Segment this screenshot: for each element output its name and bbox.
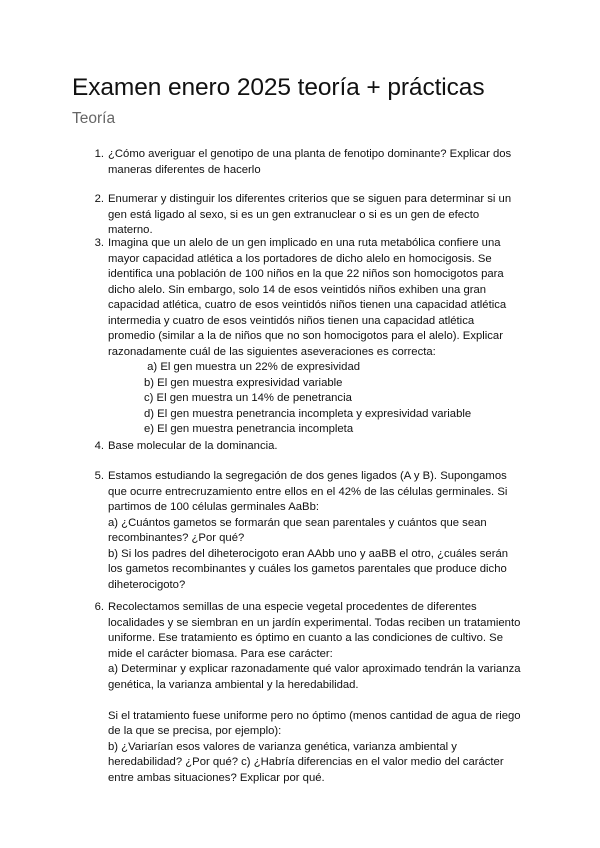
section-subtitle: Teoría: [72, 110, 116, 127]
question-2: [94, 192, 523, 239]
part-b: b) Si los padres del diheterocigoto eran AAbb uno y aaBB el otro, ¿cuáles serán los gametos recombinantes y cuáles los gametos parentales que produce dicho diheterocigoto?: [108, 547, 509, 591]
question-6: [94, 600, 523, 786]
option-b: b) El gen muestra expresividad variable: [144, 376, 343, 389]
question-number: 5.: [94, 470, 104, 482]
question-number: 4.: [94, 440, 104, 452]
question-number: 1.: [94, 148, 104, 160]
question-text: ¿Cómo averiguar el genotipo de una planta de fenotipo dominante? Explicar dos maneras diferentes de hacerlo: [108, 148, 512, 176]
answer-options: [144, 360, 523, 438]
question-4: [94, 439, 523, 455]
question-text: Imagina que un alelo de un gen implicado en una ruta metabólica confiere una mayor capacidad atlética a los portadores de dicho alelo en homocigosis. Se identifica una población de 100 niños en la que 22 niños son homocigotos para dicho alelo. Sin embargo, solo 14 de esos veintidós niños exhiben una gran capacidad atlética, cuatro de esos veintidós niños tienen una capacidad atlética intermedia y cuatro de esos veintidós niños tienen una capacidad atlética promedio (similar a la de niños que no son homocigotos para el alelo). Explicar razonadamente cuál de las siguientes aseveraciones es correcta:: [108, 237, 507, 358]
question-number: 6.: [94, 601, 104, 613]
question-number: 3.: [94, 237, 104, 249]
part-a: a) ¿Cuántos gametos se formarán que sean parentales y cuántos que sean recombinantes? ¿Por qué?: [108, 516, 487, 544]
question-text: Recolectamos semillas de una especie vegetal procedentes de diferentes localidades y se siembran en un jardín experimental. Todas reciben un tratamiento uniforme. Ese tratamiento es óptimo en cuanto a las condiciones de cultivo. Se mide el carácter biomasa. Para ese carácter:: [108, 601, 521, 660]
question-1: [94, 147, 523, 178]
question-number: 2.: [94, 193, 104, 205]
part-a: a) Determinar y explicar razonadamente qué valor aproximado tendrán la varianza genética, la varianza ambiental y la heredabilidad.: [108, 663, 521, 691]
spacer: [108, 693, 523, 709]
option-d: d) El gen muestra penetrancia incompleta y expresividad variable: [144, 407, 472, 420]
part-b-c: b) ¿Variarían esos valores de varianza genética, varianza ambiental y heredabilidad? ¿Por qué? c) ¿Habría diferencias en el valor medio del carácter entre ambas situaciones? Explicar por qué.: [108, 740, 504, 784]
option-c: c) El gen muestra un 14% de penetrancia: [144, 392, 352, 404]
question-text: Estamos estudiando la segregación de dos genes ligados (A y B). Supongamos que ocurre entrecruzamiento entre ellos en el 42% de las células germinales. Si partimos de 100 células germinales AaBb:: [108, 470, 508, 513]
option-e: e) El gen muestra penetrancia incompleta: [144, 423, 354, 435]
condition-text: Si el tratamiento fuese uniforme pero no óptimo (menos cantidad de agua de riego de la que se precisa, por ejemplo):: [108, 709, 521, 737]
question-5: [94, 469, 523, 593]
document-title: Examen enero 2025 teoría + prácticas: [72, 74, 485, 101]
question-text: Enumerar y distinguir los diferentes criterios que se siguen para determinar si un gen está ligado al sexo, si es un gen extranuclear o si es un gen de efecto materno.: [108, 193, 512, 236]
question-text: Base molecular de la dominancia.: [108, 440, 278, 452]
question-3: [94, 236, 523, 438]
option-a: a) El gen muestra un 22% de expresividad: [144, 361, 361, 373]
